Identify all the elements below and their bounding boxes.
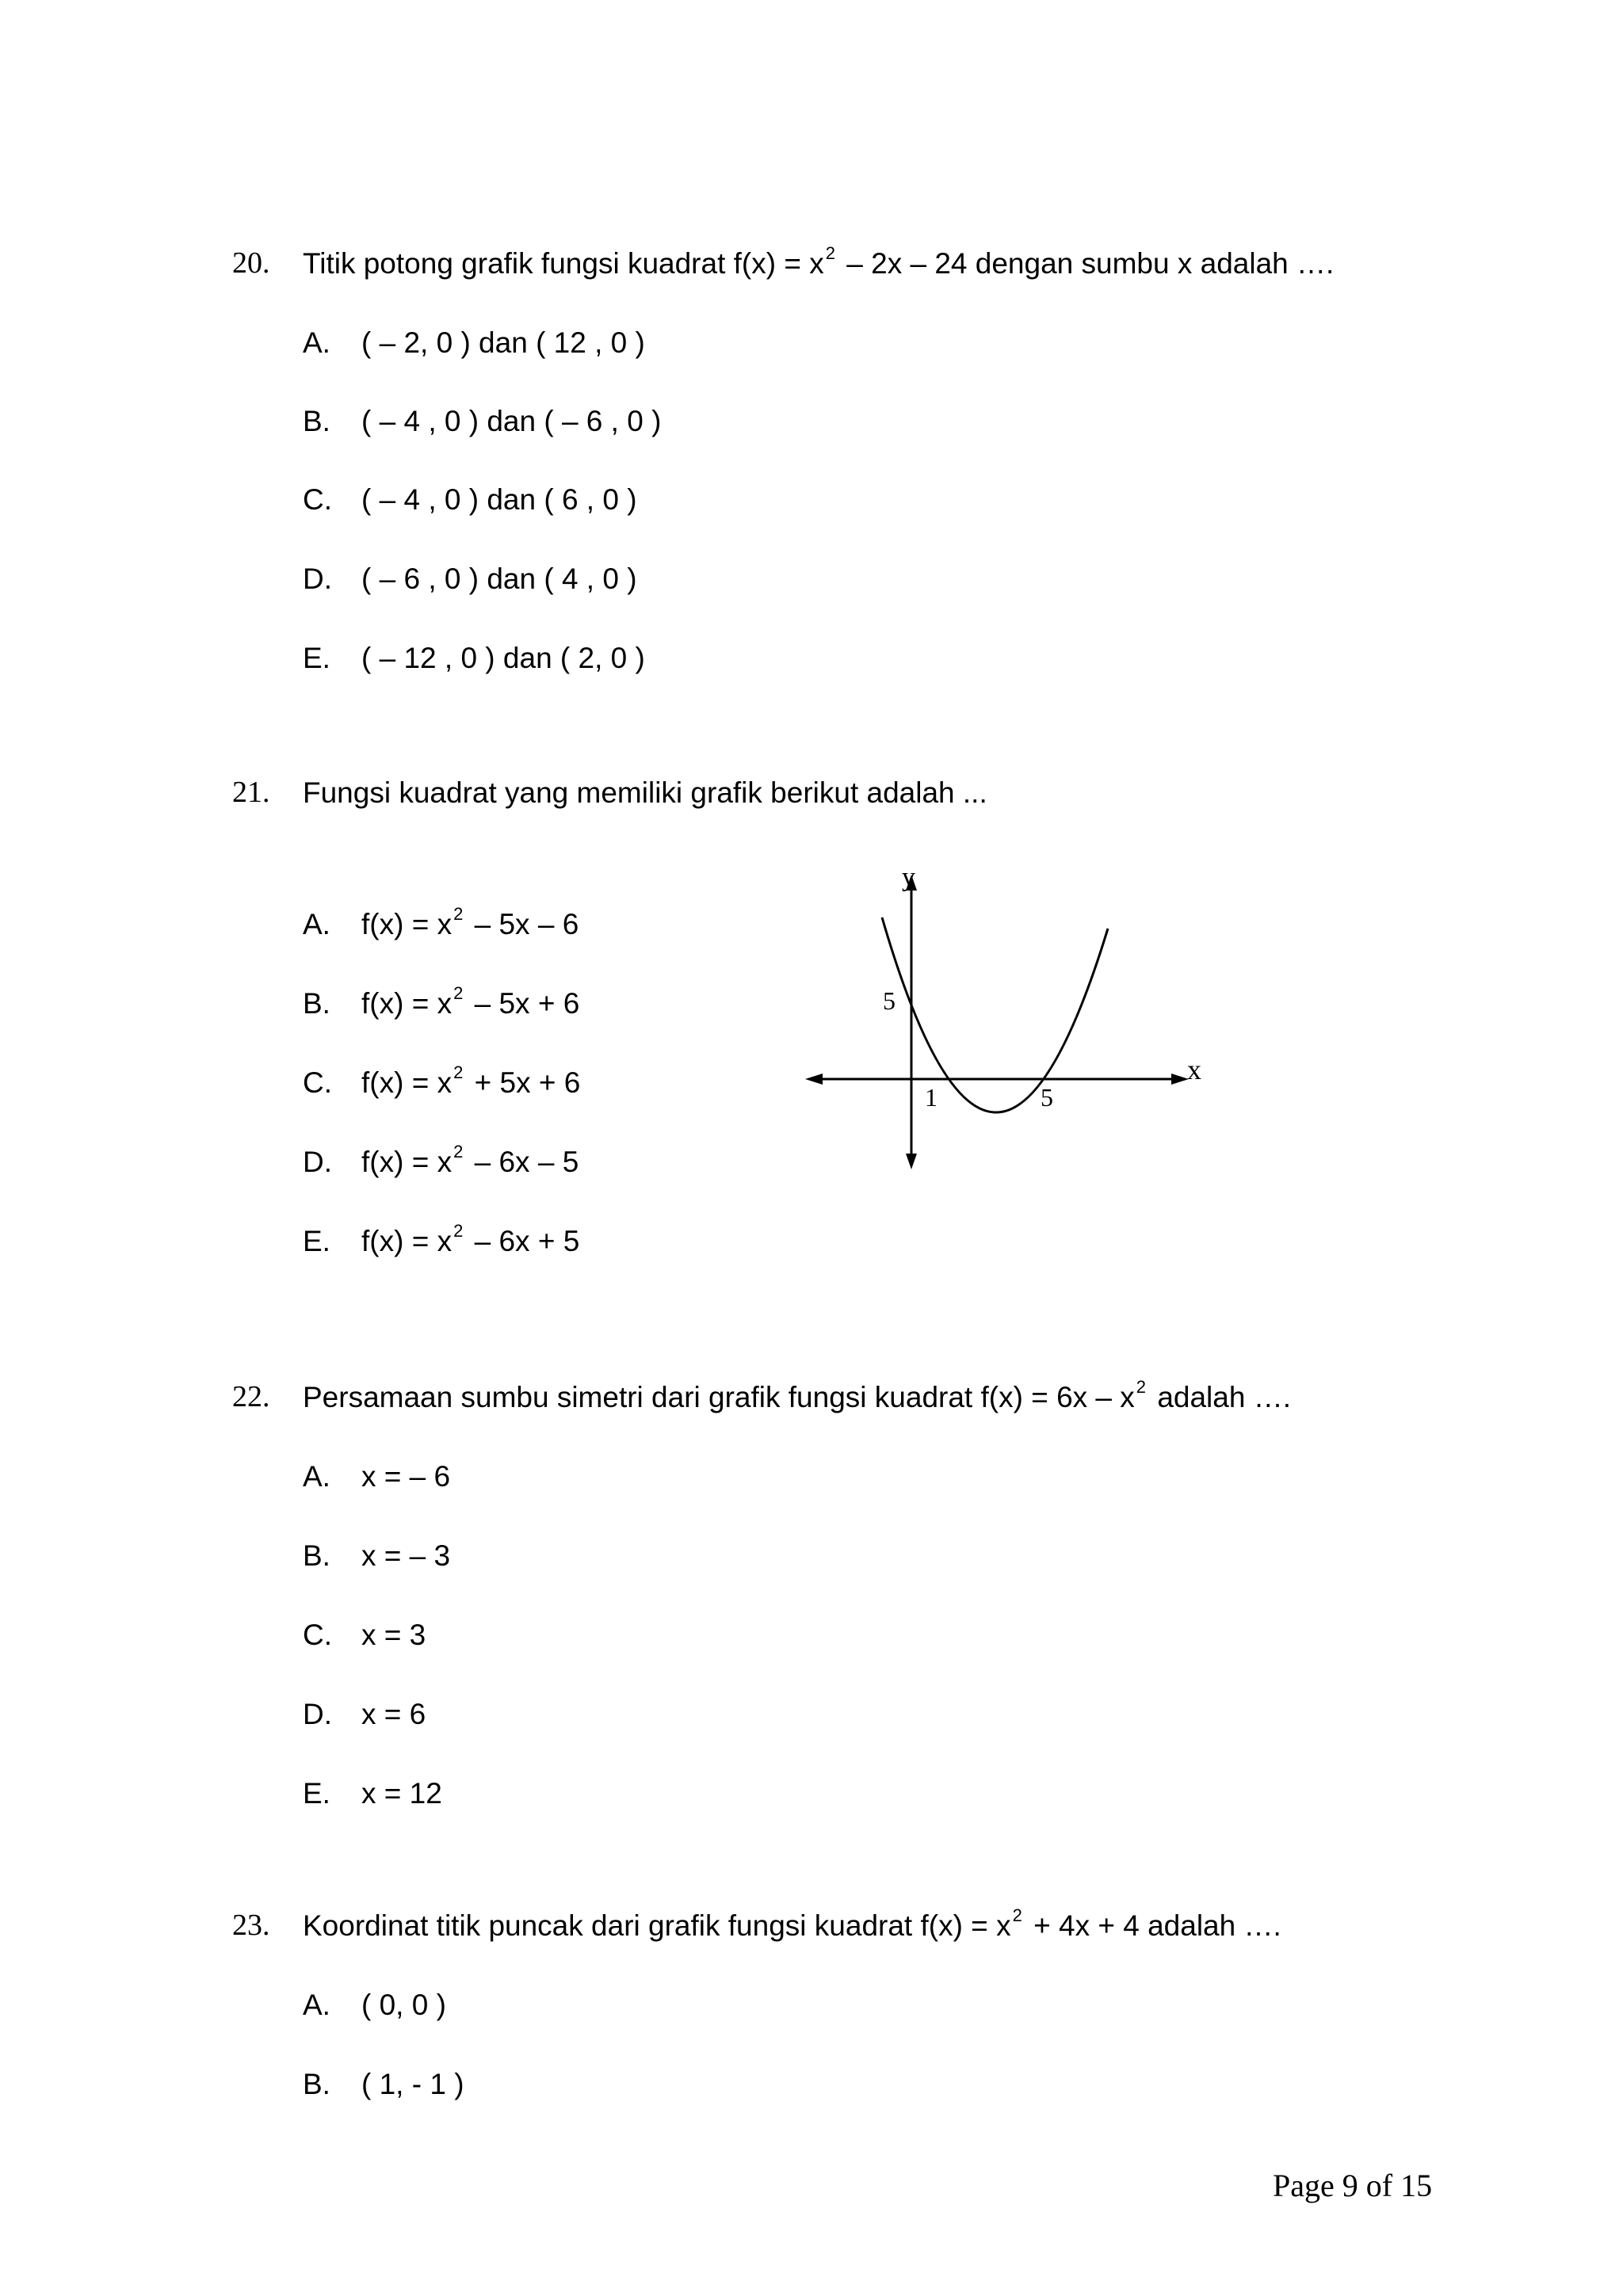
option-a[interactable] — [303, 1460, 450, 1493]
parabola-graph — [800, 871, 1228, 1188]
option-letter: A. — [303, 1460, 330, 1493]
option-text: ( – 2, 0 ) dan ( 12 , 0 ) — [361, 326, 645, 359]
question-text-part: adalah …. — [1149, 1381, 1291, 1413]
question-text: Fungsi kuadrat yang memiliki grafik berikut adalah ... — [303, 776, 987, 809]
option-text: – 5x + 6 — [466, 987, 580, 1020]
option-a[interactable] — [303, 1989, 446, 2022]
root-label-5: 5 — [1041, 1083, 1053, 1112]
option-a[interactable] — [303, 326, 645, 360]
option-text: – 5x – 6 — [466, 908, 579, 940]
option-text: ( 0, 0 ) — [361, 1989, 446, 2021]
option-text: + 5x + 6 — [466, 1066, 581, 1099]
question-text-part: – 2x – 24 dengan sumbu x adalah …. — [838, 247, 1335, 280]
option-text: x = 6 — [361, 1698, 426, 1730]
option-text: x = 12 — [361, 1777, 442, 1810]
superscript: 2 — [1136, 1377, 1147, 1397]
question-text-part: Persamaan sumbu simetri dari grafik fungsi kuadrat f(x) = 6x – x — [303, 1381, 1135, 1413]
option-letter: A. — [303, 326, 330, 359]
option-text: x = – 6 — [361, 1460, 451, 1493]
option-letter: C. — [303, 1066, 332, 1099]
question-number: 21. — [232, 776, 270, 809]
question-text-part: Titik potong grafik fungsi kuadrat f(x) = x — [303, 247, 824, 280]
option-letter: B. — [303, 987, 330, 1020]
superscript: 2 — [1012, 1905, 1022, 1925]
option-e[interactable] — [303, 1221, 580, 1258]
question-number: 22. — [232, 1380, 270, 1413]
root-label-1: 1 — [925, 1083, 938, 1112]
option-letter: A. — [303, 1989, 330, 2021]
option-c[interactable] — [303, 1619, 426, 1652]
option-text: x = – 3 — [361, 1539, 451, 1572]
option-letter: E. — [303, 1777, 330, 1810]
option-letter: B. — [303, 1539, 330, 1572]
question-text — [303, 243, 1335, 280]
option-b[interactable] — [303, 1539, 450, 1573]
question-text — [303, 1905, 1281, 1943]
superscript: 2 — [453, 904, 464, 924]
option-b[interactable] — [303, 2068, 464, 2101]
option-b[interactable] — [303, 983, 580, 1020]
y-axis-arrow-down — [906, 1154, 917, 1169]
option-text: ( – 6 , 0 ) dan ( 4 , 0 ) — [361, 563, 637, 595]
option-letter: D. — [303, 1146, 332, 1178]
x-axis-arrow-left — [805, 1074, 823, 1085]
question-text-part: Koordinat titik puncak dari grafik fungsi kuadrat f(x) = x — [303, 1909, 1011, 1942]
superscript: 2 — [453, 1142, 464, 1161]
question-text-part: + 4x + 4 adalah …. — [1025, 1909, 1281, 1942]
superscript: 2 — [453, 1221, 464, 1241]
superscript: 2 — [825, 243, 835, 263]
option-text: x = 3 — [361, 1619, 426, 1651]
option-text: f(x) = x — [361, 1146, 453, 1178]
option-text: f(x) = x — [361, 1066, 453, 1099]
option-letter: C. — [303, 1619, 332, 1651]
option-letter: E. — [303, 1225, 330, 1257]
y-intercept-label: 5 — [883, 986, 896, 1015]
option-letter: D. — [303, 1698, 332, 1730]
option-b[interactable] — [303, 405, 661, 438]
option-e[interactable] — [303, 642, 645, 675]
option-letter: C. — [303, 483, 332, 516]
option-d[interactable] — [303, 563, 637, 596]
superscript: 2 — [453, 1062, 464, 1082]
superscript: 2 — [453, 983, 464, 1003]
option-text: ( – 4 , 0 ) dan ( 6 , 0 ) — [361, 483, 637, 516]
option-letter: B. — [303, 2068, 330, 2100]
option-letter: E. — [303, 642, 330, 674]
option-text: f(x) = x — [361, 908, 453, 940]
option-text: – 6x – 5 — [466, 1146, 579, 1178]
option-letter: A. — [303, 908, 330, 940]
option-text: f(x) = x — [361, 987, 453, 1020]
option-text: ( – 4 , 0 ) dan ( – 6 , 0 ) — [361, 405, 662, 437]
x-axis-label: x — [1187, 1054, 1201, 1085]
option-text: ( 1, - 1 ) — [361, 2068, 464, 2100]
page-number: Page 9 of 15 — [1273, 2168, 1433, 2203]
option-letter: D. — [303, 563, 332, 595]
question-number: 20. — [232, 246, 270, 280]
option-letter: B. — [303, 405, 330, 437]
option-a[interactable] — [303, 904, 579, 941]
parabola-curve — [882, 917, 1108, 1112]
option-c[interactable] — [303, 1062, 581, 1100]
option-text: – 6x + 5 — [466, 1225, 580, 1257]
option-text: f(x) = x — [361, 1225, 453, 1257]
option-d[interactable] — [303, 1142, 579, 1179]
x-axis-arrow-right — [1171, 1074, 1189, 1085]
option-text: ( – 12 , 0 ) dan ( 2, 0 ) — [361, 642, 645, 674]
question-text — [303, 1377, 1291, 1414]
option-e[interactable] — [303, 1777, 442, 1810]
question-number: 23. — [232, 1909, 270, 1942]
y-axis-label: y — [902, 871, 915, 892]
option-d[interactable] — [303, 1698, 426, 1731]
option-c[interactable] — [303, 483, 637, 517]
